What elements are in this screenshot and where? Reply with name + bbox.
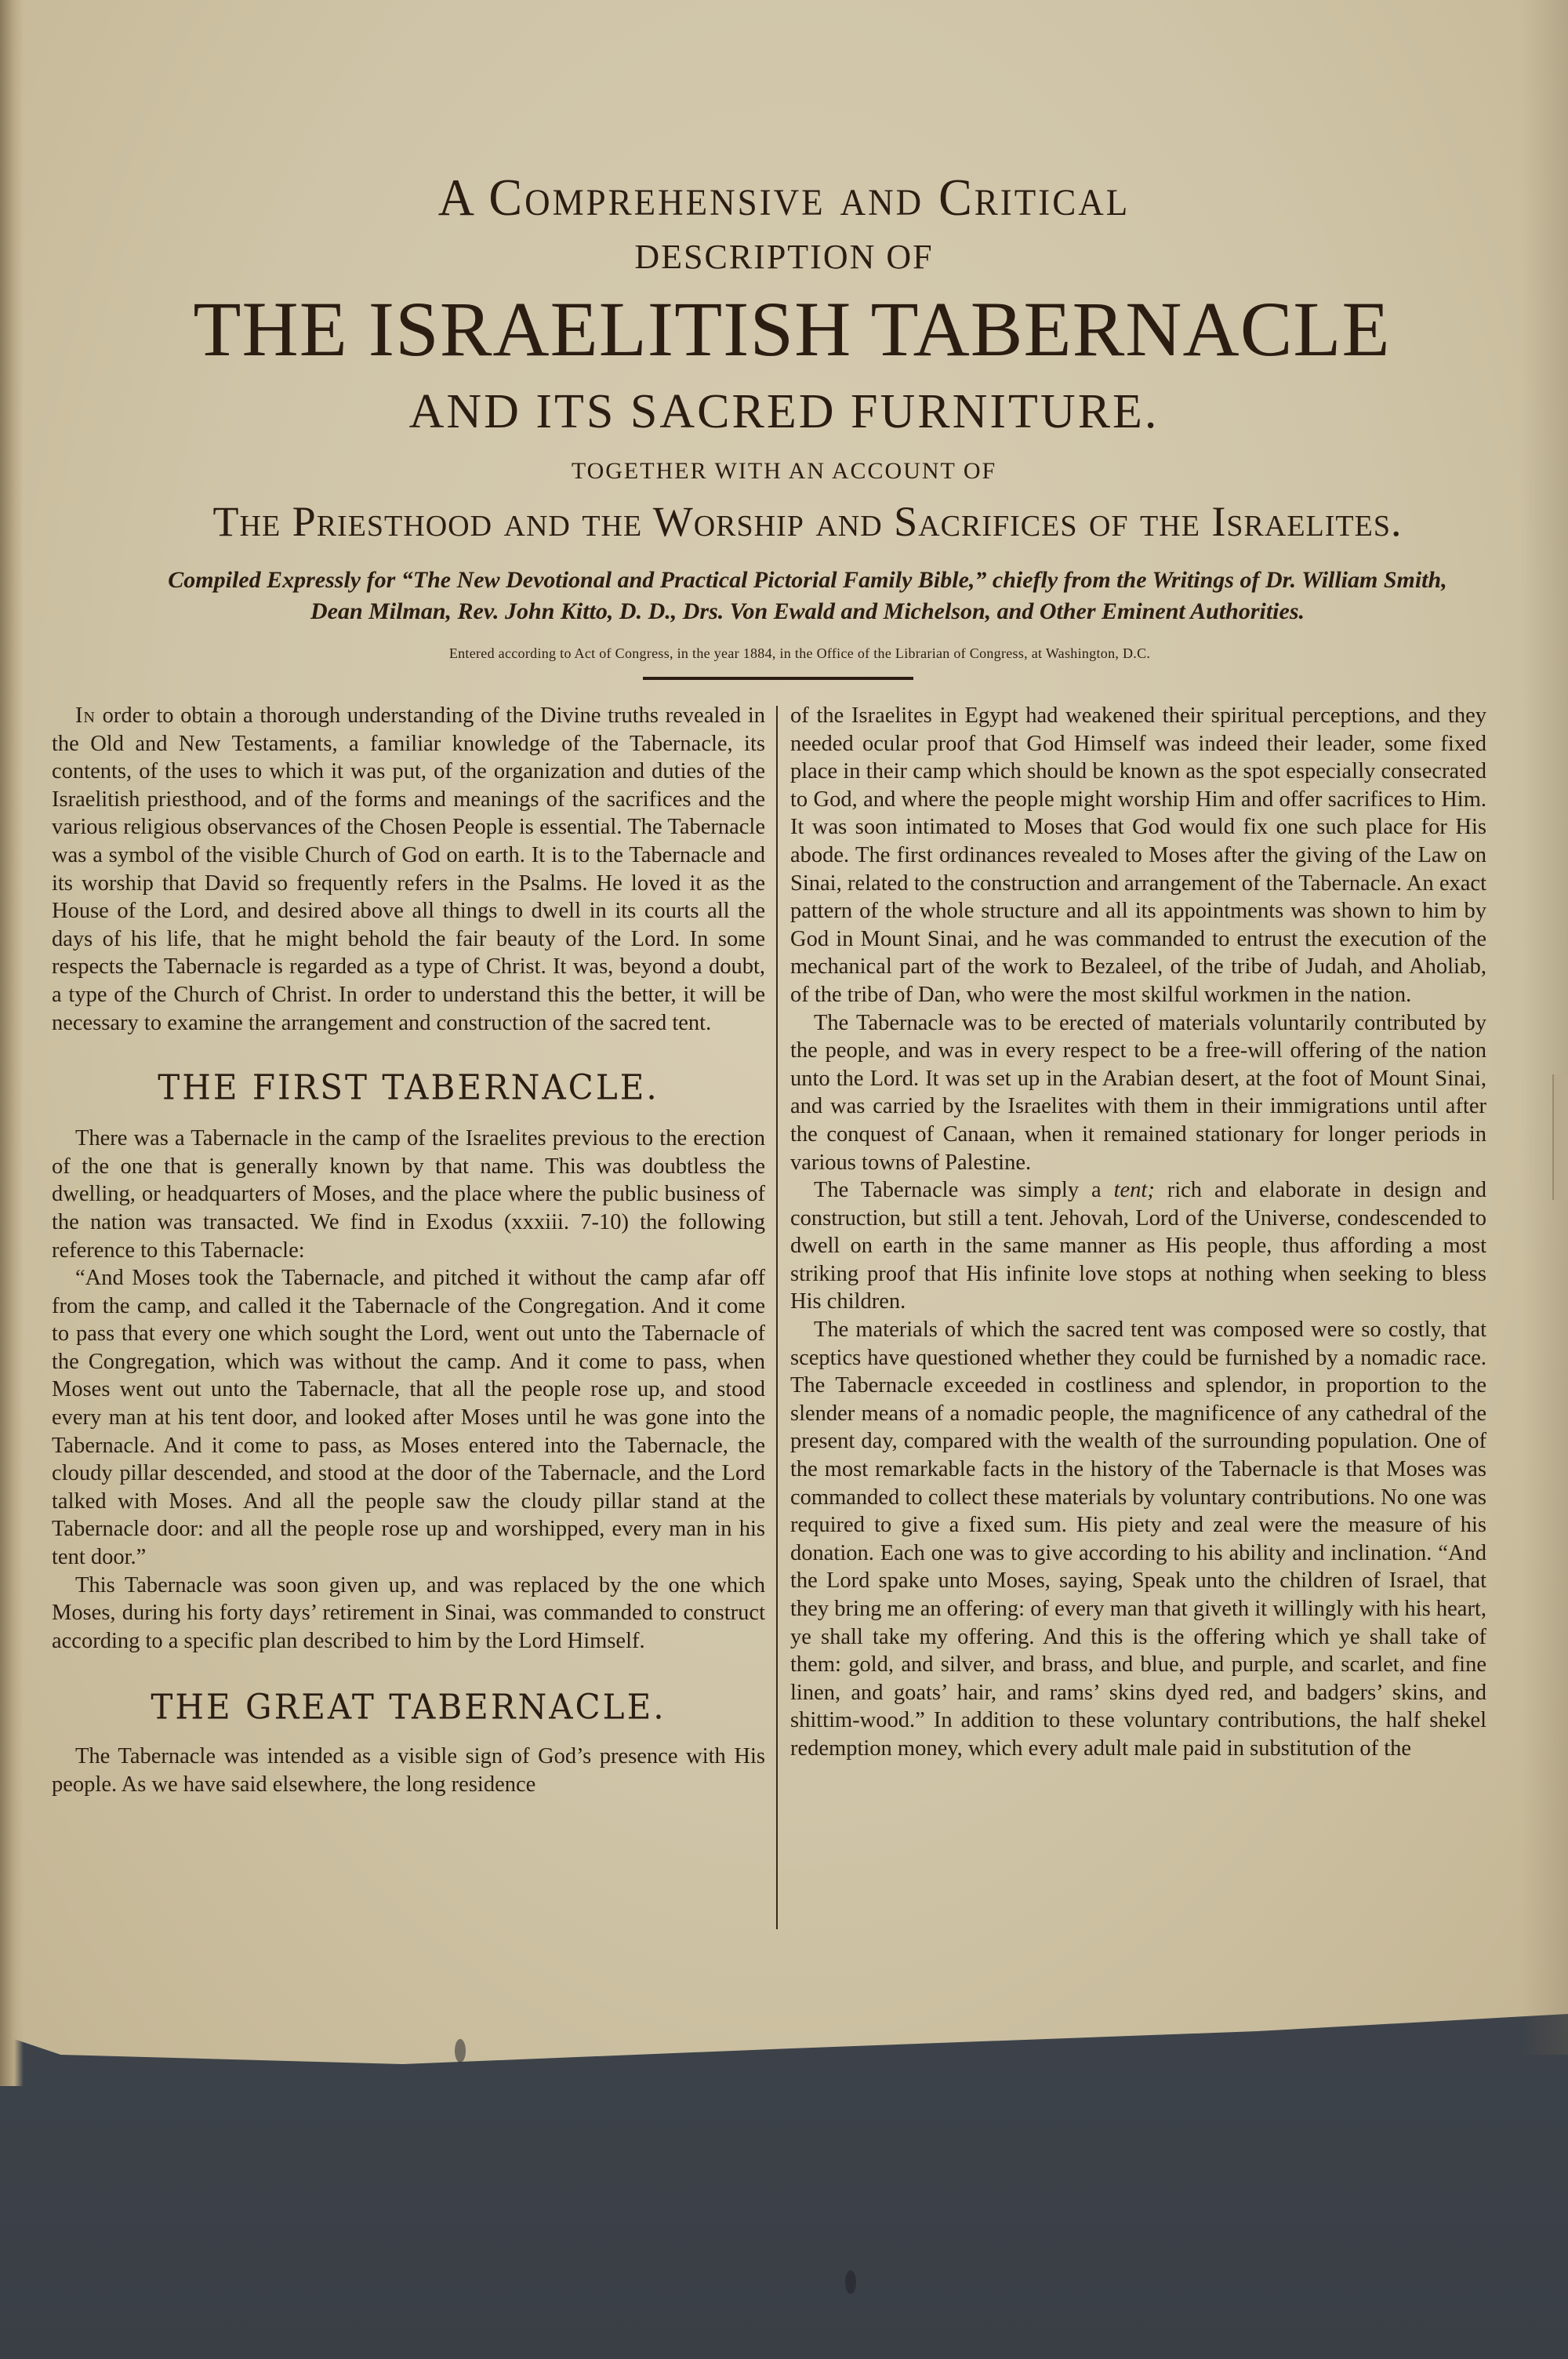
first-tabernacle-paragraph-1: There was a Tabernacle in the camp of the Israelites previous to the erection of the one that is generally known by that name. This was doubtless the dwelling, or headquarters of Moses, and the place where the public business of the nation was transacted. We find in Exodus (xxxiii. 7-10) the following reference to this Tabernacle:: [52, 1126, 765, 1263]
heading-first-tabernacle: THE FIRST TABERNACLE.: [158, 1067, 659, 1108]
continued-paragraph: of the Israelites in Egypt had weakened their spiritual perceptions, and they needed ocular proof that God Himself was indeed their leader, some fixed place in their camp which should be known as the spot especially consecrated to God, and where the people might worship Him and offer sacrifices to Him. It was soon intimated to Moses that God would fix one such place for His abode. The first ordinances revealed to Moses after the giving of the Law on Sinai, related to the construction and arrangement of the Tabernacle. An exact pattern of the whole structure and all its appointments was shown to him by God in Mount Sinai, and he was commanded to entrust the execution of the mechanical part of the work to Bezaleel, of the tribe of Judah, and Aholiab, of the tribe of Dan, who were the most skilful workmen in the nation.: [790, 703, 1486, 1007]
first-tabernacle-paragraph-2: This Tabernacle was soon given up, and was replaced by the one which Moses, during his forty days’ retirement in Sinai, was commanded to construct according to a specific plan described to him by the Lord Himself.: [52, 1572, 765, 1653]
title-line-furniture: AND ITS SACRED FURNITURE.: [408, 385, 1160, 438]
left-column: [52, 702, 765, 1799]
tent-paragraph-end: rich and elaborate in design and construction, but still a tent. Jehovah, Lord of the Universe, condescended to dwell on earth in the same manner as His people, thus affording a most striking proof that His infinite love stops at nothing when seeking to bless His children.: [790, 1178, 1486, 1314]
title-block: [0, 168, 1568, 662]
intro-text: order to obtain a thorough understanding of the Divine truths revealed in the Old and New Testaments, a familiar knowledge of the Tabernacle, its contents, of the uses to which it was put, of the organization and duties of the Israelitish priesthood, and of the forms and meanings of the sacrifices and the various religious observances of the Chosen People is essential. The Tabernacle was a symbol of the visible Church of God on earth. It is to the Tabernacle and its worship that David so frequently refers in the Psalms. He loved it as the House of the Lord, and desired above all things to dwell in its courts all the days of his life, that he might behold the fair beauty of the Lord. In some respects the Tabernacle is regarded as a type of Christ. It was, beyond a doubt, a type of the Church of Christ. In order to understand this the better, it will be necessary to examine the arrangement and construction of the sacred tent.: [52, 703, 765, 1035]
header-divider-rule: [643, 677, 913, 680]
title-line-description: DESCRIPTION OF: [634, 238, 934, 276]
costly-materials-paragraph: The materials of which the sacred tent was composed were so costly, that sceptics have questioned whether they could be furnished by a nomadic race. The Tabernacle exceeded in costliness and splendor, in proportion to the slender means of a nomadic people, the magnificence of any cathedral of the present day, compared with the wealth of the surrounding population. One of the most remarkable facts in the history of the Tabernacle is that Moses was commanded to collect these materials by voluntary contributions. No one was required to give a fixed sum. His piety and zeal were the measure of his donation. Each one was to give according to his ability and inclination. “And the Lord spake unto Moses, saying, Speak unto the children of Israel, that they bring me an offering: of every man that giveth it willingly with his heart, ye shall take my offering. And this is the offering which ye shall take of them: gold, and silver, and brass, and blue, and purple, and scarlet, and fine linen, and goats’ hair, and rams’ skins dyed red, and badgers’ skins, and shittim-wood.” In addition to these voluntary contributions, the half shekel redemption money, which every adult male paid in substitution of the: [790, 1318, 1486, 1761]
right-column: [790, 702, 1486, 1763]
exodus-quotation: “And Moses took the Tabernacle, and pitched it without the camp afar off from the camp, and called it the Tabernacle of the Congregation. And it come to pass that every one which sought the Lord, went out unto the Tabernacle of the Congregation, which was without the camp. And it come to pass, when Moses went out unto the Tabernacle, that all the people rose up, and stood every man at his tent door, and looked after Moses until he was gone into the Tabernacle. And it come to pass, as Moses entered into the Tabernacle, the cloudy pillar descended, and stood at the door of the Tabernacle, and the Lord talked with Moses. And all the people saw the cloudy pillar stand at the Tabernacle door: and all the people rose up and worshipped, every man in his tent door.”: [52, 1266, 765, 1570]
tent-italic-word: tent;: [1113, 1178, 1155, 1203]
intro-drop-word: In: [75, 703, 96, 728]
column-divider: [776, 706, 778, 1929]
title-line-comprehensive: A Comprehensive and Critical: [437, 168, 1131, 227]
heading-great-tabernacle: THE GREAT TABERNACLE.: [151, 1687, 666, 1728]
tent-paragraph-start: The Tabernacle was simply a: [814, 1178, 1114, 1203]
compiled-line-2: Dean Milman, Rev. John Kitto, D. D., Drs. Von Ewald and Michelson, and Other Eminent Authorities.: [310, 598, 1305, 624]
intro-paragraph: [52, 702, 765, 1037]
subtitle-priesthood: The Priesthood and the Worship and Sacrifices of the Israelites.: [212, 498, 1403, 545]
tent-paragraph: [790, 1176, 1486, 1316]
great-tabernacle-paragraph-1: The Tabernacle was intended as a visible sign of God’s presence with His people. As we have said elsewhere, the long residence: [52, 1744, 765, 1797]
compiled-line-1: Compiled Expressly for “The New Devotional and Practical Pictorial Family Bible,” chiefly from the Writings of Dr. William Smith,: [168, 567, 1447, 593]
ink-blot: [455, 2039, 466, 2063]
ink-blot: [845, 2270, 856, 2294]
materials-paragraph: The Tabernacle was to be erected of materials voluntarily contributed by the people, and was in every respect to be a free-will offering of the nation unto the Lord. It was set up in the Arabian desert, at the foot of Mount Sinai, and was carried by the Israelites with them in their immigrations until after the conquest of Canaan, when it remained stationary for longer periods in various towns of Palestine.: [790, 1010, 1486, 1175]
title-line-together: TOGETHER WITH AN ACCOUNT OF: [571, 458, 997, 484]
page-tab-marker: [1552, 1074, 1568, 1200]
main-title: THE ISRAELITISH TABERNACLE: [193, 285, 1391, 373]
compiled-note: [0, 565, 1568, 627]
copyright-notice: Entered according to Act of Congress, in the year 1884, in the Office of the Librarian of Congress, at Washington, D.C.: [448, 645, 1151, 662]
